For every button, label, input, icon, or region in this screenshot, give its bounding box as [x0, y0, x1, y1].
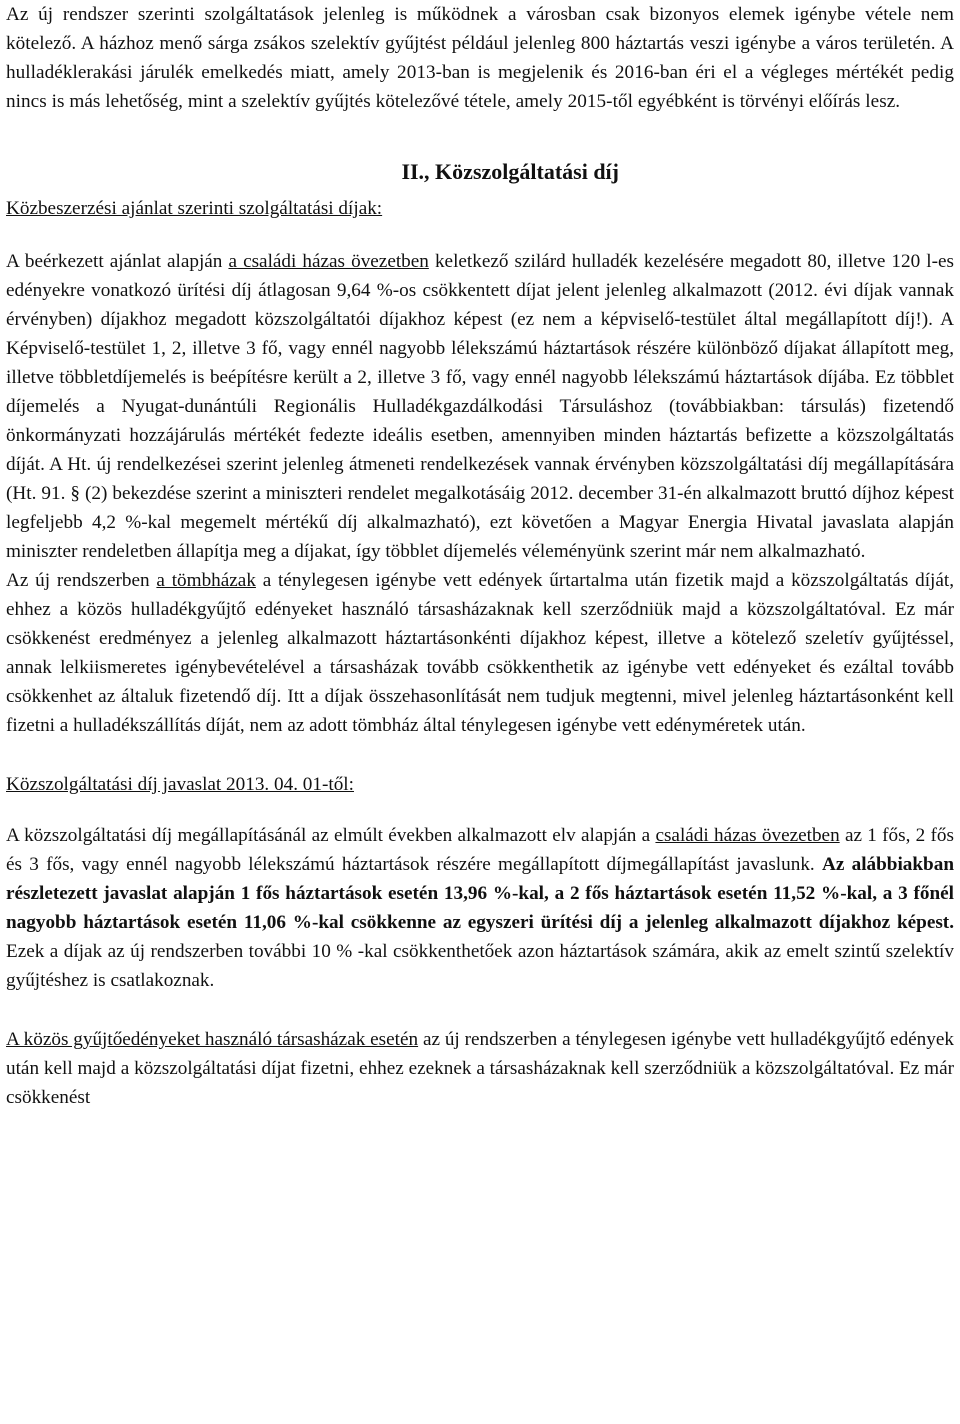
- offer-p2-text-a: Az új rendszerben: [6, 570, 157, 591]
- proposal-subheading: Közszolgáltatási díj javaslat 2013. 04. 01-től:: [6, 774, 354, 795]
- intro-paragraph: Az új rendszer szerinti szolgáltatások jelenleg is működnek a városban csak bizonyos elemek igénybe vétele nem kötelező. A házhoz menő sárga zsákos szelektív gyűjtést például jelenleg 800 háztartás veszi igénybe a város területén. A hulladéklerakási járulék emelkedés miatt, amely 2013-ban is megjelenik és 2016-ban éri el a végleges mértékét pedig nincs is más lehetőség, mint a szelektív gyűjtés kötelezővé tétele, amely 2015-től egyébként is törvényi előírás lesz.: [6, 4, 954, 112]
- proposal-text-a: A közszolgáltatási díj megállapításánál az elmúlt években alkalmazott elv alapján a: [6, 825, 656, 846]
- offer-p1-text-b: keletkező szilárd hulladék kezelésére megadott 80, illetve 120 l-es edényekre vonatkozó ürítési díj átlagosan 9,64 %-os csökkentett díjat jelent jelenleg alkalmazott (2012. évi díjak vannak érvényben) díjakhoz megadott közszolgáltatói díjakhoz képest (ez nem a képviselő-testület által megállapított díj!). A Képviselő-testület 1, 2, illetve 3 fő, vagy ennél nagyobb lélekszámú háztartások részére különböző díjakat állapított meg, illetve többletdíjemelés is beépítésre került a 2, illetve 3 fő, vagy ennél nagyobb lélekszámú háztartások díjába. Ez többlet díjemelés a Nyugat-dunántúli Regionális Hulladékgazdálkodási Társuláshoz (továbbiakban: társulás) fizetendő önkormányzati hozzájárulás mértékét fedezte ideális esetben, amennyiben minden háztartás befizette a közszolgáltatás díját. A Ht. új rendelkezései szerint jelenleg átmeneti rendelkezések vannak érvényben közszolgáltatási díj megállapítására (Ht. 91. § (2) bekezdése szerint a miniszteri rendelet megalkotásáig 2012. december 31-én alkalmazott bruttó díjhoz képest legfeljebb 4,2 %-kal megemelt mértékű díj alkalmazható), ezt követően a Magyar Energia Hivatal javaslata alapján miniszter rendeletben állapítja meg a díjakat, így többlet díjemelés véleményünk szerint már nem alkalmazható.: [6, 251, 954, 562]
- offer-p2-text-b: a ténylegesen igénybe vett edények űrtartalma után fizetik majd a közszolgáltatás díját, ehhez a közös hulladékgyűjtő edényeket használó társasházaknak kell szerződniük majd a közszolgáltatóval. Ez már csökkenést eredményez a jelenleg alkalmazott háztartásonkénti díjakhoz képest, illetve a kötelező szeletív gyűjtéssel, annak lelkiismeretes igénybevételével a társasházak tovább csökkenthetik az igénybe vett edényeket és ezáltal tovább csökkenhet az általuk fizetendő díj. Itt a díjak összehasonlítását nem tudjuk megtenni, mivel jelenleg háztartásonként kell fizetni a hulladékszállítás díját, nem az adott tömbház által ténylegesen igénybe vett edényméretek után.: [6, 570, 954, 736]
- closing-text: az új rendszerben a ténylegesen igénybe vett hulladékgyűjtő edények után kell majd a közszolgáltatási díjat fizetni, ehhez ezeknek a társasházaknak kell szerződniük a közszolgáltatóval. Ez már csökkenést: [6, 1029, 954, 1108]
- section-heading: II., Közszolgáltatási díj: [401, 159, 619, 184]
- closing-paragraph: [6, 1025, 954, 1112]
- offer-subheading: Közbeszerzési ajánlat szerinti szolgáltatási díjak:: [6, 198, 383, 219]
- proposal-bold-text: Az alábbiakban részletezett javaslat alapján 1 fős háztartások esetén 13,96 %-kal, a 2 fős háztartások esetén 11,52 %-kal, a 3 főnél nagyobb háztartások esetén 11,06 %-kal csökkenne az egyszeri ürítési díj a jelenleg alkalmazott díjakhoz képest.: [6, 854, 954, 933]
- proposal-paragraph: [6, 821, 954, 995]
- offer-paragraph-block-houses: [6, 566, 954, 740]
- proposal-underlined: családi házas övezetben: [655, 825, 840, 846]
- proposal-text-c: Ezek a díjak az új rendszerben további 10 % -kal csökkenthetőek azon háztartások számára, akik az emelt szintű szelektív gyűjtéshez is csatlakoznak.: [6, 941, 954, 991]
- offer-p1-text-a: A beérkezett ajánlat alapján: [6, 251, 229, 272]
- offer-p2-underlined: a tömbházak: [156, 570, 256, 591]
- offer-paragraph-family-houses: [6, 247, 954, 566]
- proposal-text-b: az 1 fős, 2 fős és 3 fős, vagy ennél nagyobb lélekszámú háztartások részére megállapított díjmegállapítást javaslunk.: [6, 825, 954, 875]
- closing-underlined: A közös gyűjtőedényeket használó társasházak esetén: [6, 1029, 419, 1050]
- offer-p1-underlined: a családi házas övezetben: [228, 251, 429, 272]
